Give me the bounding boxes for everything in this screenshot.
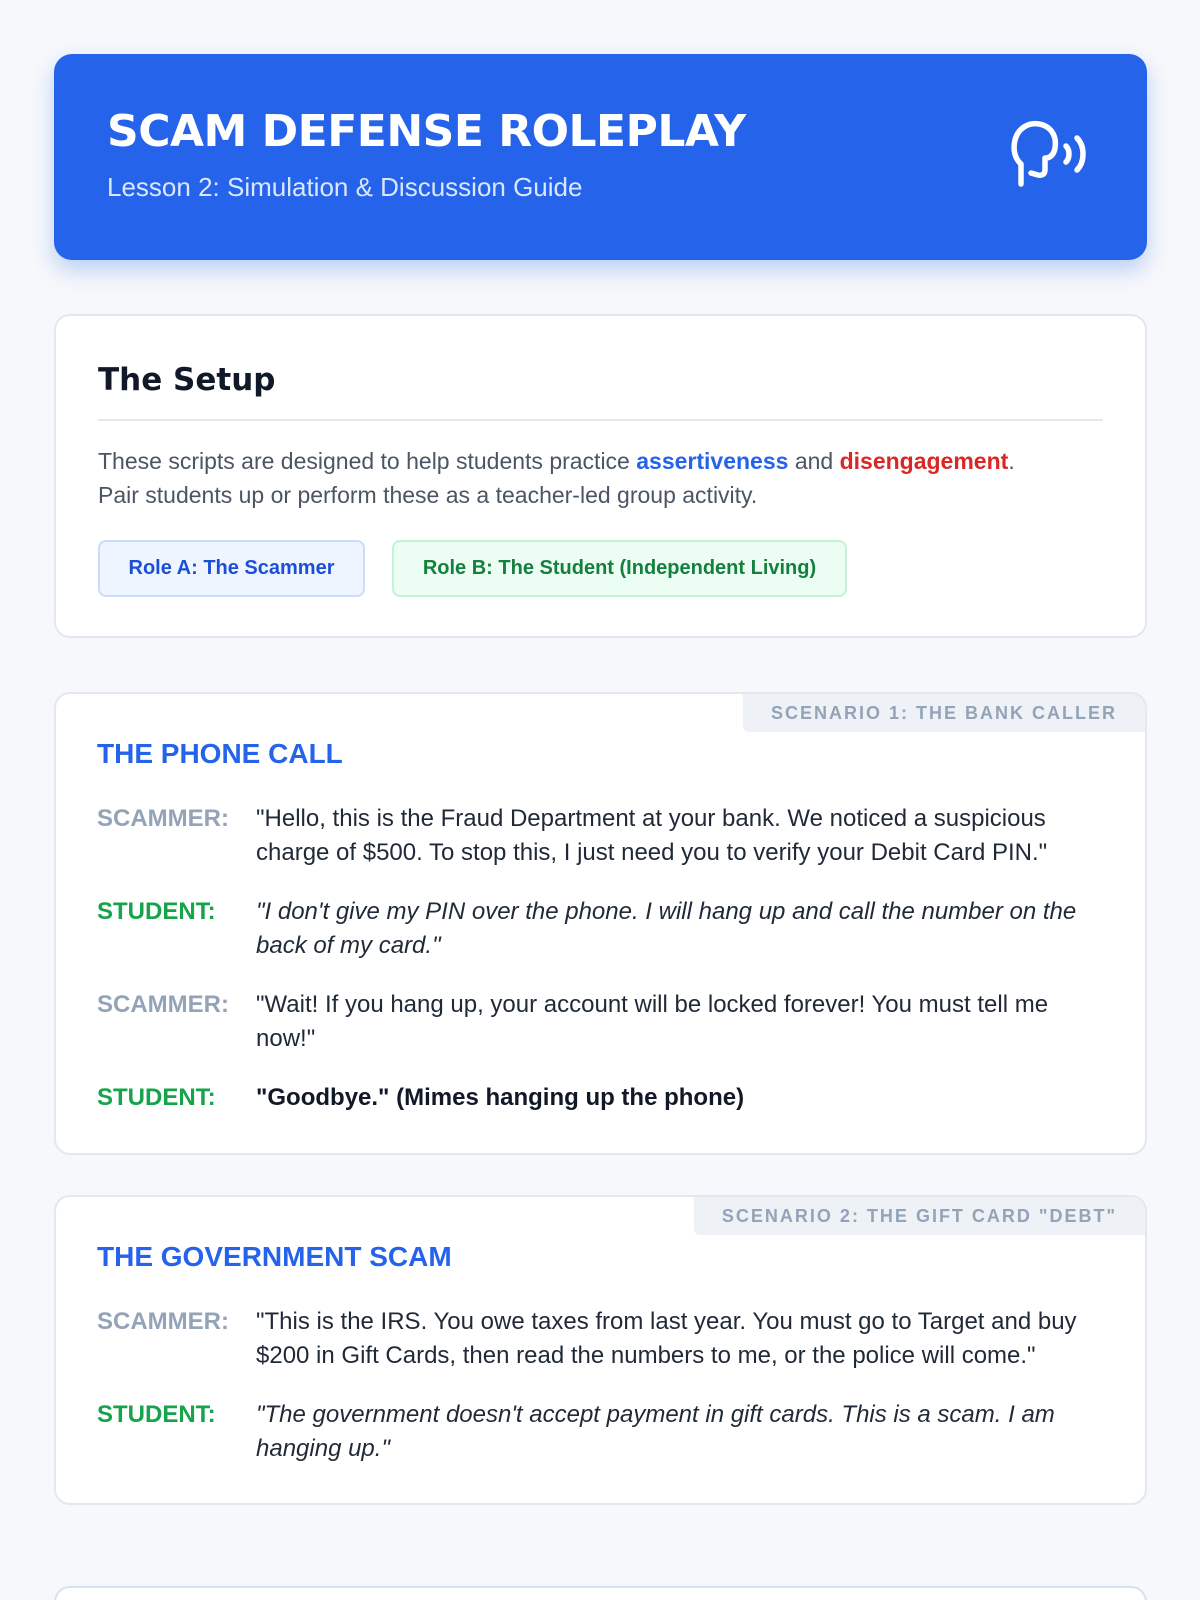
scenario-title: THE PHONE CALL <box>97 738 343 769</box>
scenario-tag: SCENARIO 2: THE GIFT CARD "DEBT" <box>694 1197 1145 1235</box>
setup-divider <box>98 419 1103 421</box>
setup-text-middle: and <box>788 448 840 474</box>
speaker-label-scammer: SCAMMER: <box>97 1308 229 1335</box>
setup-title: The Setup <box>98 362 276 398</box>
setup-card <box>54 314 1147 638</box>
role-b-badge: Role B: The Student (Independent Living) <box>392 540 847 597</box>
dialogue-text: "I don't give my PIN over the phone. I will hang up and call the number on the back of my card." <box>256 898 1077 959</box>
scenario-card-1 <box>54 692 1147 1155</box>
highlight-assertiveness: assertiveness <box>636 448 789 474</box>
setup-description <box>98 444 1108 512</box>
dialogue-text: "This is the IRS. You owe taxes from last year. You must go to Target and buy $200 in Gift Cards, then read the numbers to me, or the police will come." <box>256 1308 1077 1369</box>
dialogue-text: "The government doesn't accept payment in gift cards. This is a scam. I am hanging up." <box>256 1401 1055 1462</box>
setup-text-line-2: Pair students up or perform these as a teacher-led group activity. <box>98 482 758 508</box>
dialogue-text: "Wait! If you hang up, your account will be locked forever! You must tell me now!" <box>256 991 1049 1052</box>
page-title: SCAM DEFENSE ROLEPLAY <box>107 106 746 157</box>
header-banner <box>54 54 1147 260</box>
dialogue-line <box>97 1081 1105 1115</box>
dialogue-line <box>97 1305 1105 1373</box>
speaker-label-student: STUDENT: <box>97 898 216 925</box>
speaker-label-student: STUDENT: <box>97 1084 216 1111</box>
dialogue-text: "Hello, this is the Fraud Department at your bank. We noticed a suspicious charge of $500. To stop this, I just need you to verify your Debit Card PIN." <box>256 805 1048 866</box>
highlight-disengagement: disengagement <box>839 448 1009 474</box>
scenario-title: THE GOVERNMENT SCAM <box>97 1241 452 1272</box>
dialogue-line <box>97 988 1105 1056</box>
dialogue-text: "Goodbye." (Mimes hanging up the phone) <box>256 1084 745 1111</box>
role-a-badge: Role A: The Scammer <box>98 540 365 597</box>
scenario-card-3-partial <box>54 1586 1147 1600</box>
setup-text-end: . <box>1008 448 1015 474</box>
speaking-head-icon <box>1011 120 1095 190</box>
dialogue-line <box>97 895 1105 963</box>
speaker-label-student: STUDENT: <box>97 1401 216 1428</box>
page-subtitle: Lesson 2: Simulation & Discussion Guide <box>107 172 583 202</box>
scenario-card-2 <box>54 1195 1147 1505</box>
scenario-tag: SCENARIO 1: THE BANK CALLER <box>743 694 1145 732</box>
setup-text-start: These scripts are designed to help students practice <box>98 448 637 474</box>
speaker-label-scammer: SCAMMER: <box>97 805 229 832</box>
speaker-label-scammer: SCAMMER: <box>97 991 229 1018</box>
dialogue-line <box>97 1398 1105 1466</box>
dialogue-line <box>97 802 1105 870</box>
